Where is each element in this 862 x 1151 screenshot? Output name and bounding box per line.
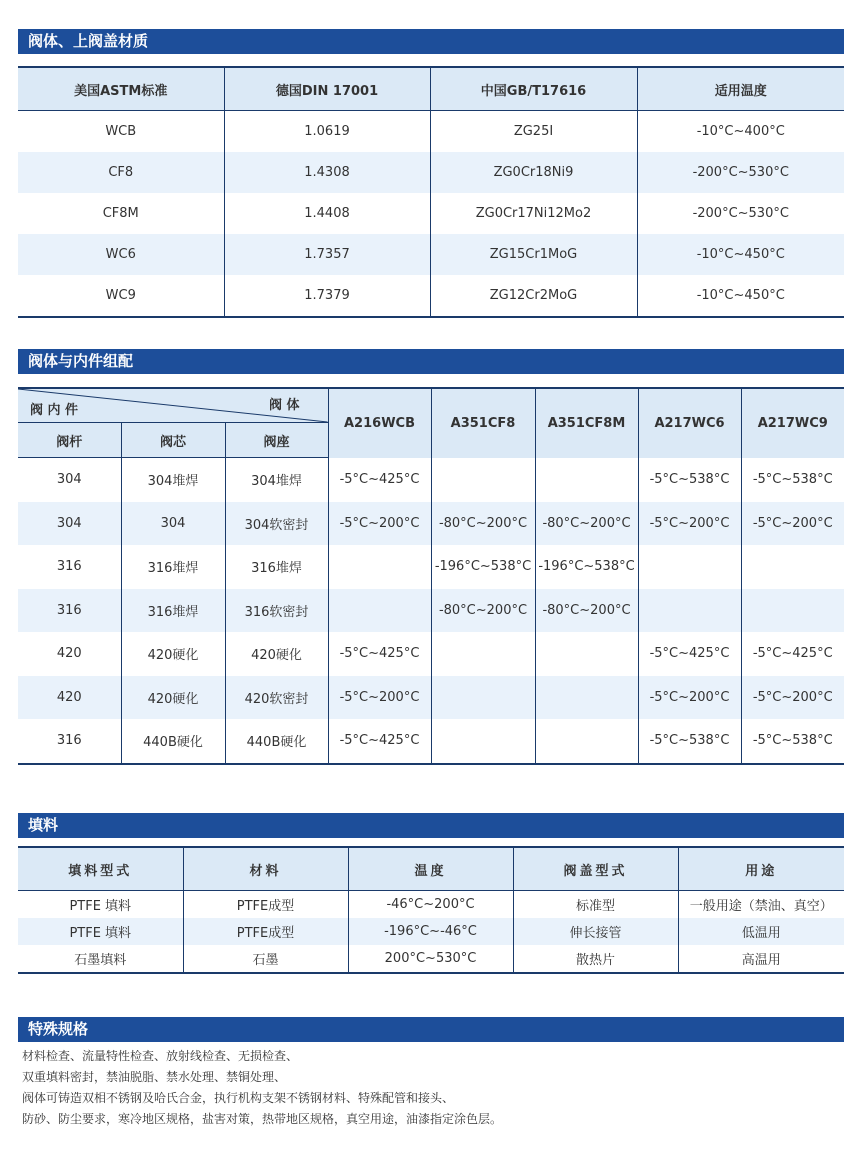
table-cell: 420硬化 — [121, 632, 225, 676]
table-cell: PTFE成型 — [183, 891, 348, 919]
table-cell: 低温用 — [678, 918, 844, 945]
table-cell: -5°C~200°C — [638, 502, 741, 546]
table-cell: 440B硬化 — [121, 719, 225, 764]
table-cell — [431, 632, 535, 676]
column-header: 材料 — [183, 847, 348, 891]
table-cell: WC6 — [18, 234, 224, 275]
column-header: A351CF8 — [431, 388, 535, 458]
table-cell: 316 — [56, 559, 82, 575]
table-cell: 316 — [18, 719, 121, 764]
table-cell: -5°C~200°C — [328, 502, 431, 546]
table-cell: 316软密封 — [225, 589, 328, 633]
section-title-trim-combination: 阀体与内件组配 — [18, 349, 844, 374]
table-cell: 标准型 — [513, 891, 678, 919]
table-cell: 石墨填料 — [18, 945, 183, 973]
table-cell: -196°C~538°C — [535, 545, 638, 589]
table-row — [18, 458, 844, 502]
spec-line: 双重填料密封，禁油脱脂、禁水处理、禁铜处理、 — [22, 1070, 287, 1084]
table-cell: -5°C~538°C — [638, 458, 741, 502]
column-header-stem: 阀杆 — [18, 423, 121, 458]
table-cell: ZG12Cr2MoG — [430, 275, 637, 317]
column-header: A351CF8M — [535, 388, 638, 458]
table-row — [18, 111, 844, 153]
table-cell: ZG0Cr17Ni12Mo2 — [430, 193, 637, 234]
section-title-packing: 填料 — [18, 813, 844, 838]
column-header: A217WC9 — [741, 388, 844, 458]
column-header: 适用温度 — [637, 67, 844, 111]
table-cell: -10°C~450°C — [637, 275, 844, 317]
table-cell — [638, 589, 741, 633]
table-cell: -5°C~200°C — [638, 676, 741, 720]
body-header-label: 阀 体 — [268, 398, 300, 413]
table-cell: -5°C~200°C — [741, 502, 844, 546]
table-cell: -5°C~200°C — [741, 676, 844, 720]
spec-line: 材料检查、流量特性检查、放射线检查、无损检查、 — [22, 1049, 299, 1063]
table-row — [18, 632, 844, 676]
trim-combination-table — [18, 387, 844, 765]
table-cell: -46°C~200°C — [348, 891, 513, 919]
table-cell: WC9 — [18, 275, 224, 317]
table-cell — [431, 719, 535, 764]
table-cell: 1.4308 — [224, 152, 430, 193]
table-cell: -5°C~425°C — [741, 632, 844, 676]
table-cell: -5°C~425°C — [638, 632, 741, 676]
table-cell: 316堆焊 — [121, 545, 225, 589]
table-cell — [535, 676, 638, 720]
spec-line: 防砂、防尘要求，寒冷地区规格，盐害对策，热带地区规格，真空用途，油漆指定涂色层。 — [22, 1112, 503, 1126]
table-cell: 316堆焊 — [225, 545, 328, 589]
special-spec-text — [22, 1046, 502, 1130]
table-cell: -10°C~450°C — [637, 234, 844, 275]
packing-table — [18, 846, 844, 974]
table-header-row — [18, 67, 844, 111]
table-cell — [638, 545, 741, 589]
table-row — [18, 152, 844, 193]
table-row — [18, 891, 844, 919]
trim-header-label: 阀 内 件 — [30, 403, 79, 418]
column-header: 填料型式 — [18, 847, 183, 891]
table-cell: 304堆焊 — [225, 458, 328, 502]
table-cell: 高温用 — [678, 945, 844, 973]
table-cell: 1.7379 — [224, 275, 430, 317]
table-cell: 1.4408 — [224, 193, 430, 234]
diagonal-header-cell — [18, 388, 328, 423]
table-cell: -196°C~-46°C — [348, 918, 513, 945]
table-cell: 1.0619 — [224, 111, 430, 153]
table-cell: ZG25I — [430, 111, 637, 153]
table-cell — [535, 458, 638, 502]
table-cell: 石墨 — [183, 945, 348, 973]
table-cell: PTFE 填料 — [18, 918, 183, 945]
table-row — [18, 945, 844, 973]
column-header: 阀盖型式 — [513, 847, 678, 891]
table-cell: PTFE 填料 — [69, 899, 132, 914]
table-row — [18, 676, 844, 720]
table-cell: ZG0Cr18Ni9 — [430, 152, 637, 193]
table-cell: -196°C~538°C — [431, 545, 535, 589]
column-header: 中国GB/T17616 — [430, 67, 637, 111]
table-cell: 420 — [18, 676, 121, 720]
table-row — [18, 193, 844, 234]
table-cell: -5°C~200°C — [328, 676, 431, 720]
table-cell: 420软密封 — [225, 676, 328, 720]
table-cell: 散热片 — [513, 945, 678, 973]
table-cell: 440B硬化 — [225, 719, 328, 764]
table-cell: -80°C~200°C — [535, 589, 638, 633]
table-cell: -80°C~200°C — [431, 502, 535, 546]
table-row — [18, 545, 844, 589]
table-cell: 伸长接管 — [513, 918, 678, 945]
table-cell — [535, 632, 638, 676]
table-cell: -5°C~425°C — [328, 458, 431, 502]
table-row — [18, 502, 844, 546]
table-cell — [431, 458, 535, 502]
table-cell: -80°C~200°C — [431, 589, 535, 633]
table-row — [18, 234, 844, 275]
column-header: 德国DIN 17001 — [224, 67, 430, 111]
table-cell: WCB — [105, 124, 137, 139]
table-row — [18, 589, 844, 633]
table-cell: -5°C~425°C — [328, 632, 431, 676]
table-row — [18, 719, 844, 764]
table-cell: 420硬化 — [225, 632, 328, 676]
table-row — [18, 918, 844, 945]
table-cell: 316堆焊 — [121, 589, 225, 633]
table-cell: 304 — [121, 502, 225, 546]
table-cell: -200°C~530°C — [637, 152, 844, 193]
table-cell — [328, 545, 431, 589]
section-title-body-material: 阀体、上阀盖材质 — [18, 29, 844, 54]
table-cell: CF8M — [102, 206, 139, 221]
table-cell: 420硬化 — [121, 676, 225, 720]
column-header: A216WCB — [328, 388, 431, 458]
spec-line: 阀体可铸造双相不锈钢及哈氏合金，执行机构支架不锈钢材料、特殊配管和接头、 — [22, 1091, 455, 1105]
table-cell — [328, 589, 431, 633]
body-material-table — [18, 66, 844, 318]
table-cell: 1.7357 — [224, 234, 430, 275]
table-cell: 304软密封 — [225, 502, 328, 546]
column-header-plug: 阀芯 — [121, 423, 225, 458]
table-cell — [741, 545, 844, 589]
table-cell — [431, 676, 535, 720]
column-header: 用途 — [678, 847, 844, 891]
table-cell: -200°C~530°C — [637, 193, 844, 234]
table-cell: 200°C~530°C — [348, 945, 513, 973]
table-cell: ZG15Cr1MoG — [430, 234, 637, 275]
table-cell: 304堆焊 — [121, 458, 225, 502]
table-cell: -80°C~200°C — [535, 502, 638, 546]
column-header-seat: 阀座 — [225, 423, 328, 458]
table-cell: -5°C~425°C — [328, 719, 431, 764]
table-cell: 304 — [56, 472, 82, 488]
column-header: A217WC6 — [638, 388, 741, 458]
column-header: 美国ASTM标准 — [18, 67, 224, 111]
table-cell: -5°C~538°C — [741, 458, 844, 502]
table-cell — [535, 719, 638, 764]
column-header: 温度 — [348, 847, 513, 891]
table-cell: -5°C~538°C — [741, 719, 844, 764]
table-cell: 一般用途（禁油、真空） — [678, 891, 844, 919]
table-cell: PTFE成型 — [183, 918, 348, 945]
table-cell: 316 — [18, 589, 121, 633]
table-cell: 304 — [18, 502, 121, 546]
table-cell: CF8 — [18, 152, 224, 193]
section-title-special-spec: 特殊规格 — [18, 1017, 844, 1042]
table-cell — [741, 589, 844, 633]
table-cell: -10°C~400°C — [637, 111, 844, 153]
table-cell: 420 — [56, 646, 82, 662]
table-cell: -5°C~538°C — [638, 719, 741, 764]
table-row — [18, 275, 844, 317]
